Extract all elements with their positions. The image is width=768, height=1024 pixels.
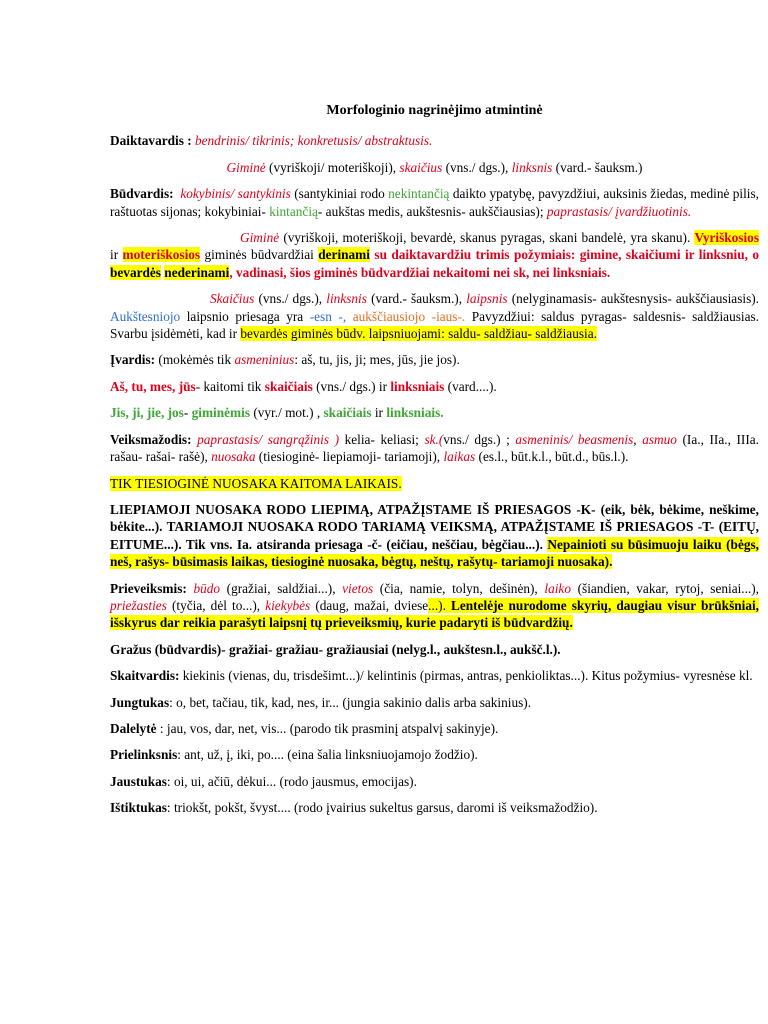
text: bevardės xyxy=(110,264,161,280)
text: linksniais. xyxy=(386,405,444,421)
text: LIEPIAMOJI NUOSAKA RODO LIEPIMĄ, ATPAŽĮSTAME IŠ PRIESAGOS -K- (eik, bėk, bėkime, neškime, bėkite...). TARIAMOJI NUOSAKA RODO TARIAMĄ VEIKSMĄ, ATPAŽĮSTAME IŠ PRIESAGOS -T- (EITŲ, EITUME...). Tik vns. Ia. atsiranda priesaga -č- (eičiau, neščiau, bėgčiau...). xyxy=(110,501,759,552)
text: Aš, tu, mes, jūs xyxy=(110,378,196,394)
text: kelia- keliasi; xyxy=(339,431,425,447)
text: kiekinis (vienas, du, trisdešimt...)/ kelintinis (pirmas, antras, penkioliktas...). Kitus požymius- vyresnėse kl. xyxy=(179,668,753,684)
text: (vns./ dgs.) ir xyxy=(312,378,391,394)
daiktavardis-types-text: bendrinis/ tikrinis; konkretusis/ abstraktusis. xyxy=(194,133,433,149)
text: ir xyxy=(371,405,387,421)
text: - aukštas medis, aukštesnis- aukščiausias); xyxy=(317,203,547,219)
text: ...). xyxy=(428,597,446,613)
text: linksniais xyxy=(390,378,445,394)
text: (Ia., IIa., IIIa. rašau- rašai- rašė), xyxy=(110,431,759,465)
budvardis-laipsnis xyxy=(110,290,759,342)
text: vietos xyxy=(342,580,374,596)
document-content xyxy=(110,102,759,826)
text: Nepainioti su būsimuoju laiku (bėgs, neš, rašys- būsimasis laikas, tiesioginė nuosaka, bėgtų, neštų, rašytų- tariamoji nuosaka). xyxy=(110,536,759,570)
ivardis-intro xyxy=(110,351,759,368)
prielinksnis xyxy=(110,746,759,763)
text: paprastasis/ sangrąžinis ) xyxy=(197,431,340,447)
text: (tyčia, dėl to...), xyxy=(166,597,266,613)
text: (tiesioginė- liepiamoji- tariamoji), xyxy=(255,449,444,465)
text: : aš, tu, jis, ji; mes, jūs, jie jos). xyxy=(294,352,460,368)
text: Jis, ji, jie, jos xyxy=(110,405,184,421)
term-istiktukas: Ištiktukas xyxy=(110,800,167,816)
text: daikto ypatybę, pavyzdžiui, auksinis žiedas, medinė pilis, raštuotas sijonas; kokybiniai- xyxy=(110,186,759,219)
text: nederinami xyxy=(164,264,230,280)
text: asmuo xyxy=(642,431,677,447)
ivardis-group1 xyxy=(110,378,759,395)
text: laiko xyxy=(544,580,571,596)
text: Skaičius xyxy=(210,291,255,307)
veiksmazodis xyxy=(110,431,759,466)
text: (vard....). xyxy=(444,378,497,394)
text: priežasties xyxy=(110,597,167,613)
text: Lentelėje nurodome skyrių, daugiau visur brūkšniai, išskyrus dar reikia parašyti laipsnį tų prieveiksmių, kurie padaryti iš būdvardžių. xyxy=(110,597,759,631)
text: nekintančią xyxy=(388,186,450,202)
ivardis-group2 xyxy=(110,404,759,421)
text: (santykiniai rodo xyxy=(290,186,389,202)
text: kintančią xyxy=(269,203,318,219)
text: bevardės giminės būdv. laipsniuojami: saldu- saldžiau- saldžiausia. xyxy=(240,326,597,342)
text: (vns./ dgs.), xyxy=(442,159,512,175)
term-skaitvardis: Skaitvardis: xyxy=(110,668,180,684)
budvardis-types xyxy=(110,185,759,220)
text: (čia, namie, tolyn, dešinėn), xyxy=(373,580,545,596)
text: būdo xyxy=(193,580,221,596)
text: (vyr./ mot.) , xyxy=(250,405,324,421)
daiktavardis-features xyxy=(110,159,759,176)
text: asmeninis/ beasmenis xyxy=(515,431,634,447)
text: (vyriškoji/ moteriškoji), xyxy=(265,159,400,175)
term-dalelyte: Dalelytė xyxy=(110,720,157,736)
text: (es.l., būt.k.l., būt.d., būs.l.). xyxy=(475,449,629,465)
text: Pavyzdžiui: saldus pyragas- saldesnis- saldžiausias. Svarbu įsidėmėti, kad ir xyxy=(110,308,759,342)
text: moteriškosios xyxy=(122,247,201,263)
text: paprastasis/ įvardžiuotinis. xyxy=(546,203,692,219)
daiktavardis-types xyxy=(110,132,759,149)
text: (gražiai, saldžiai...), xyxy=(220,580,343,596)
text: asmeninius xyxy=(234,352,295,368)
text: (daug, mažai, dviese xyxy=(310,597,429,613)
text: (nelyginamasis- aukštesnysis- aukščiausiasis). xyxy=(507,291,759,307)
text: derinami xyxy=(318,247,370,263)
text: (vyriškoji, moteriškoji, bevardė, skanus pyragas, skani bandelė, yra skanu). xyxy=(279,230,695,246)
text: laipsnio priesaga yra xyxy=(180,308,310,324)
jaustukas xyxy=(110,773,759,790)
text: (šiandien, vakar, rytoj, seniai...), xyxy=(570,580,760,596)
text: , vadinasi, šios giminės būdvardžiai nekaitomi nei sk, nei linksniais. xyxy=(229,264,611,280)
text: (mokėmės tik xyxy=(155,352,235,368)
text: su daiktavardžiu trimis požymiais: gimine, skaičiumi ir linksniu, o xyxy=(369,247,759,263)
text: sk.( xyxy=(424,431,444,447)
text: (vard.- šauksm.) xyxy=(552,159,643,175)
istiktukas xyxy=(110,799,759,816)
term-budvardis: Būdvardis: xyxy=(110,186,174,202)
text: nuosaka xyxy=(211,449,256,465)
text: - kaitomi tik xyxy=(195,378,265,394)
term-jungtukas: Jungtukas xyxy=(110,694,170,710)
text: TIK TIESIOGINĖ NUOSAKA KAITOMA LAIKAIS. xyxy=(110,475,402,491)
text: kiekybės xyxy=(265,597,311,613)
liepiamoji-note xyxy=(110,501,759,571)
text: Vyriškosios xyxy=(694,230,759,246)
text: skaičiais xyxy=(264,378,313,394)
term-veiksmazodis: Veiksmažodis: xyxy=(110,431,192,447)
text: -esn -, xyxy=(309,308,347,324)
text: Aukštesniojo xyxy=(110,308,181,324)
feature-gimine: Giminė xyxy=(226,159,266,175)
text: linksnis xyxy=(326,291,367,307)
term-prieveiksmis: Prieveiksmis: xyxy=(110,580,187,596)
text: giminėmis xyxy=(191,405,250,421)
text: : jau, vos, dar, net, vis... (parodo tik prasminį atspalvį sakinyje). xyxy=(156,720,499,736)
text: skaičiais xyxy=(323,405,372,421)
feature-linksnis: linksnis xyxy=(511,159,553,175)
skaitvardis xyxy=(110,667,759,684)
text: : oi, ui, ačiū, dėkui... (rodo jausmus, emocijas). xyxy=(166,773,417,789)
text: - xyxy=(183,405,192,421)
term-prielinksnis: Prielinksnis xyxy=(110,747,178,763)
text: giminės būdvardžiai xyxy=(200,247,319,263)
term-daiktavardis: Daiktavardis : xyxy=(110,133,192,149)
text: : ant, už, į, iki, po.... (eina šalia linksniuojamojo žodžio). xyxy=(177,747,478,763)
text: : triokšt, pokšt, švyst.... (rodo įvairius sukeltus garsus, daromi iš veiksmažodžio). xyxy=(166,800,598,816)
text: kokybinis/ santykinis xyxy=(180,186,291,202)
prieveiksmis xyxy=(110,580,759,632)
term-jaustukas: Jaustukas xyxy=(110,773,167,789)
term-ivardis: Įvardis: xyxy=(110,352,156,368)
text: (vard.- šauksm.), xyxy=(366,291,467,307)
text: vns./ dgs.) ; xyxy=(443,431,516,447)
page-title: Morfologinio nagrinėjimo atmintinė xyxy=(326,103,543,118)
tiesiogine-note xyxy=(110,475,759,492)
grazus-example: Gražus (būdvardis)- gražiai- gražiau- gražiausiai (nelyg.l., aukštesn.l., aukšč.l.). xyxy=(110,641,561,657)
text: Giminė xyxy=(240,230,280,246)
text: ir xyxy=(110,247,123,263)
text: laipsnis xyxy=(466,291,508,307)
jungtukas xyxy=(110,694,759,711)
budvardis-gimine xyxy=(110,229,759,281)
dalelyte xyxy=(110,720,759,737)
text: laikas xyxy=(443,449,476,465)
text: : o, bet, tačiau, tik, kad, nes, ir... (jungia sakinio dalis arba sakinius). xyxy=(169,694,532,710)
text: aukščiausiojo -iaus-. xyxy=(352,308,466,324)
text: , xyxy=(633,431,643,447)
text: (vns./ dgs.), xyxy=(254,291,327,307)
feature-skaicius: skaičius xyxy=(399,159,443,175)
